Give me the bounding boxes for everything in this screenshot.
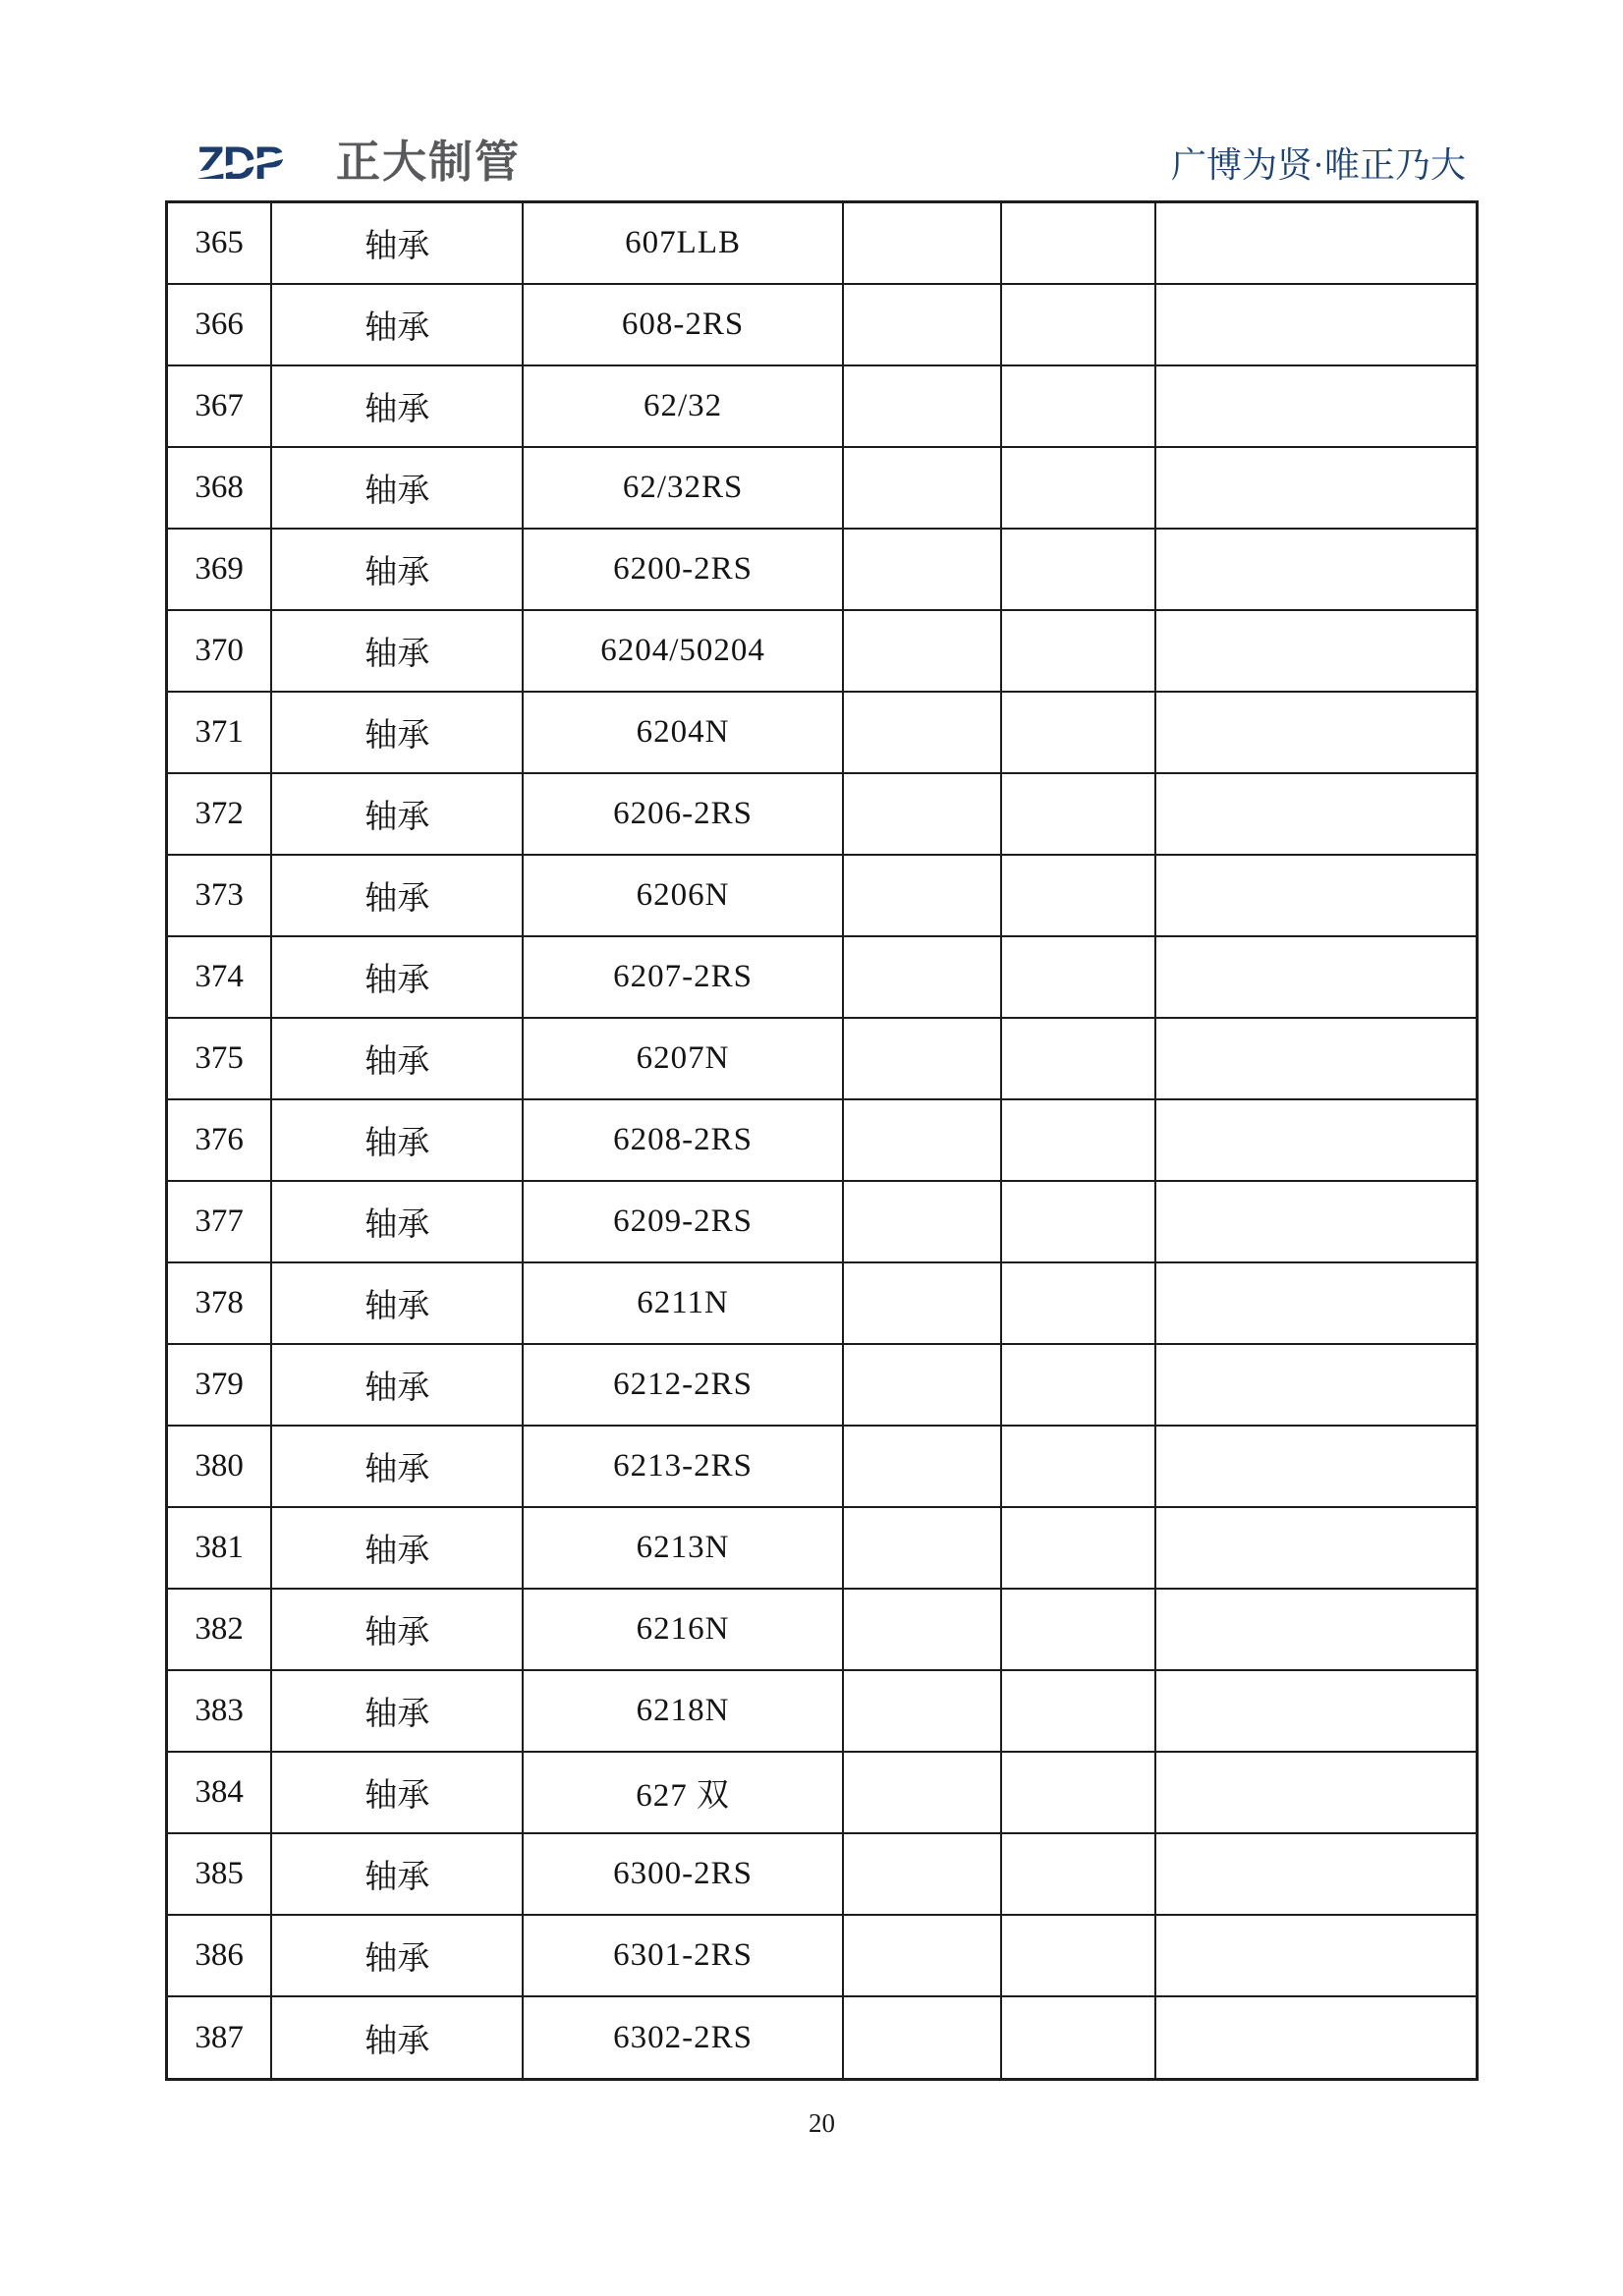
cell-part-name: 轴承 bbox=[271, 1262, 523, 1344]
table-row bbox=[167, 1262, 1478, 1344]
cell-part-name: 轴承 bbox=[271, 529, 523, 610]
table-row bbox=[167, 529, 1478, 610]
cell-row-number: 378 bbox=[167, 1262, 272, 1344]
cell-row-number: 376 bbox=[167, 1099, 272, 1181]
cell-part-model: 6207N bbox=[523, 1018, 842, 1099]
cell-empty-1 bbox=[843, 1589, 1001, 1670]
zdp-logo-text: ZDP bbox=[196, 137, 283, 189]
cell-row-number: 367 bbox=[167, 365, 272, 447]
parts-table-body bbox=[167, 202, 1478, 2080]
cell-part-name: 轴承 bbox=[271, 1099, 523, 1181]
cell-part-model: 608-2RS bbox=[523, 284, 842, 365]
cell-part-model: 6213N bbox=[523, 1507, 842, 1589]
cell-empty-3 bbox=[1155, 1670, 1478, 1752]
cell-part-model: 6211N bbox=[523, 1262, 842, 1344]
cell-part-name: 轴承 bbox=[271, 1018, 523, 1099]
table-row bbox=[167, 1589, 1478, 1670]
cell-empty-3 bbox=[1155, 610, 1478, 692]
cell-empty-1 bbox=[843, 1752, 1001, 1833]
cell-empty-3 bbox=[1155, 936, 1478, 1018]
cell-empty-1 bbox=[843, 447, 1001, 529]
cell-part-name: 轴承 bbox=[271, 1915, 523, 1996]
page-number: 20 bbox=[809, 2108, 835, 2138]
cell-empty-2 bbox=[1001, 1752, 1155, 1833]
table-row bbox=[167, 1099, 1478, 1181]
cell-empty-1 bbox=[843, 610, 1001, 692]
cell-empty-2 bbox=[1001, 1996, 1155, 2079]
cell-empty-1 bbox=[843, 1344, 1001, 1426]
cell-empty-3 bbox=[1155, 1996, 1478, 2079]
cell-row-number: 375 bbox=[167, 1018, 272, 1099]
cell-empty-1 bbox=[843, 1507, 1001, 1589]
cell-row-number: 366 bbox=[167, 284, 272, 365]
cell-empty-1 bbox=[843, 365, 1001, 447]
cell-part-name: 轴承 bbox=[271, 284, 523, 365]
table-row bbox=[167, 1507, 1478, 1589]
cell-empty-3 bbox=[1155, 1099, 1478, 1181]
cell-empty-2 bbox=[1001, 692, 1155, 773]
cell-part-model: 6208-2RS bbox=[523, 1099, 842, 1181]
cell-empty-2 bbox=[1001, 284, 1155, 365]
cell-empty-3 bbox=[1155, 855, 1478, 936]
cell-empty-2 bbox=[1001, 1670, 1155, 1752]
cell-empty-3 bbox=[1155, 1833, 1478, 1915]
cell-empty-2 bbox=[1001, 1181, 1155, 1262]
cell-empty-1 bbox=[843, 1915, 1001, 1996]
cell-empty-2 bbox=[1001, 365, 1155, 447]
cell-empty-1 bbox=[843, 692, 1001, 773]
cell-empty-3 bbox=[1155, 1181, 1478, 1262]
cell-empty-1 bbox=[843, 936, 1001, 1018]
parts-table bbox=[165, 200, 1479, 2081]
table-row bbox=[167, 773, 1478, 855]
cell-part-name: 轴承 bbox=[271, 855, 523, 936]
cell-part-name: 轴承 bbox=[271, 202, 523, 285]
cell-row-number: 385 bbox=[167, 1833, 272, 1915]
cell-row-number: 386 bbox=[167, 1915, 272, 1996]
cell-part-model: 6200-2RS bbox=[523, 529, 842, 610]
table-row bbox=[167, 692, 1478, 773]
cell-empty-2 bbox=[1001, 1507, 1155, 1589]
table-row bbox=[167, 1996, 1478, 2079]
table-row bbox=[167, 1018, 1478, 1099]
table-row bbox=[167, 1344, 1478, 1426]
cell-empty-3 bbox=[1155, 284, 1478, 365]
cell-empty-3 bbox=[1155, 692, 1478, 773]
cell-empty-1 bbox=[843, 1099, 1001, 1181]
cell-part-model: 607LLB bbox=[523, 202, 842, 285]
cell-row-number: 373 bbox=[167, 855, 272, 936]
cell-empty-1 bbox=[843, 202, 1001, 285]
cell-row-number: 380 bbox=[167, 1426, 272, 1507]
cell-empty-3 bbox=[1155, 447, 1478, 529]
cell-part-name: 轴承 bbox=[271, 936, 523, 1018]
cell-part-name: 轴承 bbox=[271, 1996, 523, 2079]
cell-empty-2 bbox=[1001, 773, 1155, 855]
table-row bbox=[167, 610, 1478, 692]
cell-part-model: 6218N bbox=[523, 1670, 842, 1752]
cell-part-model: 6212-2RS bbox=[523, 1344, 842, 1426]
cell-part-name: 轴承 bbox=[271, 692, 523, 773]
zdp-logo-icon bbox=[196, 136, 320, 189]
cell-part-model: 6206-2RS bbox=[523, 773, 842, 855]
cell-empty-2 bbox=[1001, 610, 1155, 692]
cell-empty-2 bbox=[1001, 447, 1155, 529]
table-row bbox=[167, 1181, 1478, 1262]
page-footer bbox=[165, 2108, 1479, 2139]
cell-empty-1 bbox=[843, 1670, 1001, 1752]
cell-part-model: 62/32RS bbox=[523, 447, 842, 529]
cell-empty-2 bbox=[1001, 529, 1155, 610]
cell-part-name: 轴承 bbox=[271, 1426, 523, 1507]
table-row bbox=[167, 365, 1478, 447]
table-row bbox=[167, 1426, 1478, 1507]
cell-empty-2 bbox=[1001, 1018, 1155, 1099]
cell-part-name: 轴承 bbox=[271, 773, 523, 855]
cell-part-name: 轴承 bbox=[271, 447, 523, 529]
cell-part-name: 轴承 bbox=[271, 1670, 523, 1752]
cell-empty-2 bbox=[1001, 202, 1155, 285]
cell-part-model: 6300-2RS bbox=[523, 1833, 842, 1915]
cell-empty-2 bbox=[1001, 1426, 1155, 1507]
cell-empty-2 bbox=[1001, 1344, 1155, 1426]
cell-row-number: 381 bbox=[167, 1507, 272, 1589]
cell-empty-2 bbox=[1001, 1589, 1155, 1670]
cell-part-model: 6204/50204 bbox=[523, 610, 842, 692]
cell-row-number: 383 bbox=[167, 1670, 272, 1752]
cell-empty-3 bbox=[1155, 1262, 1478, 1344]
cell-row-number: 384 bbox=[167, 1752, 272, 1833]
cell-row-number: 365 bbox=[167, 202, 272, 285]
cell-empty-2 bbox=[1001, 936, 1155, 1018]
cell-part-model: 627 双 bbox=[523, 1752, 842, 1833]
cell-part-name: 轴承 bbox=[271, 610, 523, 692]
cell-empty-3 bbox=[1155, 1344, 1478, 1426]
cell-part-model: 6301-2RS bbox=[523, 1915, 842, 1996]
cell-part-model: 6207-2RS bbox=[523, 936, 842, 1018]
cell-part-model: 6209-2RS bbox=[523, 1181, 842, 1262]
cell-part-model: 6213-2RS bbox=[523, 1426, 842, 1507]
cell-empty-2 bbox=[1001, 1099, 1155, 1181]
company-name: 正大制管 bbox=[336, 137, 522, 187]
cell-empty-3 bbox=[1155, 773, 1478, 855]
cell-row-number: 372 bbox=[167, 773, 272, 855]
table-row bbox=[167, 284, 1478, 365]
cell-row-number: 371 bbox=[167, 692, 272, 773]
cell-empty-3 bbox=[1155, 1752, 1478, 1833]
cell-part-model: 6204N bbox=[523, 692, 842, 773]
table-row bbox=[167, 1670, 1478, 1752]
cell-empty-1 bbox=[843, 1262, 1001, 1344]
cell-part-model: 6302-2RS bbox=[523, 1996, 842, 2079]
cell-empty-3 bbox=[1155, 365, 1478, 447]
page-header-logo bbox=[196, 136, 521, 189]
cell-empty-3 bbox=[1155, 1018, 1478, 1099]
cell-empty-1 bbox=[843, 1833, 1001, 1915]
cell-part-name: 轴承 bbox=[271, 1589, 523, 1670]
table-row bbox=[167, 1833, 1478, 1915]
table-row bbox=[167, 202, 1478, 285]
table-row bbox=[167, 1915, 1478, 1996]
cell-empty-2 bbox=[1001, 1262, 1155, 1344]
cell-empty-1 bbox=[843, 1426, 1001, 1507]
cell-part-name: 轴承 bbox=[271, 1344, 523, 1426]
cell-empty-3 bbox=[1155, 1507, 1478, 1589]
cell-part-name: 轴承 bbox=[271, 1752, 523, 1833]
cell-empty-3 bbox=[1155, 1915, 1478, 1996]
cell-empty-2 bbox=[1001, 1833, 1155, 1915]
cell-empty-2 bbox=[1001, 1915, 1155, 1996]
table-row bbox=[167, 936, 1478, 1018]
cell-empty-1 bbox=[843, 1996, 1001, 2079]
table-row bbox=[167, 855, 1478, 936]
cell-row-number: 377 bbox=[167, 1181, 272, 1262]
cell-empty-1 bbox=[843, 855, 1001, 936]
cell-empty-3 bbox=[1155, 529, 1478, 610]
cell-part-model: 62/32 bbox=[523, 365, 842, 447]
cell-empty-3 bbox=[1155, 1589, 1478, 1670]
cell-empty-3 bbox=[1155, 202, 1478, 285]
table-row bbox=[167, 447, 1478, 529]
cell-row-number: 374 bbox=[167, 936, 272, 1018]
header-slogan: 广博为贤·唯正乃大 bbox=[1171, 145, 1466, 185]
cell-row-number: 379 bbox=[167, 1344, 272, 1426]
cell-empty-1 bbox=[843, 529, 1001, 610]
cell-part-name: 轴承 bbox=[271, 365, 523, 447]
cell-part-name: 轴承 bbox=[271, 1833, 523, 1915]
cell-part-name: 轴承 bbox=[271, 1181, 523, 1262]
table-row bbox=[167, 1752, 1478, 1833]
cell-empty-1 bbox=[843, 1181, 1001, 1262]
cell-empty-1 bbox=[843, 773, 1001, 855]
cell-empty-1 bbox=[843, 284, 1001, 365]
cell-part-model: 6206N bbox=[523, 855, 842, 936]
cell-row-number: 387 bbox=[167, 1996, 272, 2079]
cell-row-number: 369 bbox=[167, 529, 272, 610]
cell-empty-2 bbox=[1001, 855, 1155, 936]
cell-empty-3 bbox=[1155, 1426, 1478, 1507]
cell-empty-1 bbox=[843, 1018, 1001, 1099]
cell-row-number: 368 bbox=[167, 447, 272, 529]
cell-part-name: 轴承 bbox=[271, 1507, 523, 1589]
cell-part-model: 6216N bbox=[523, 1589, 842, 1670]
cell-row-number: 370 bbox=[167, 610, 272, 692]
cell-row-number: 382 bbox=[167, 1589, 272, 1670]
